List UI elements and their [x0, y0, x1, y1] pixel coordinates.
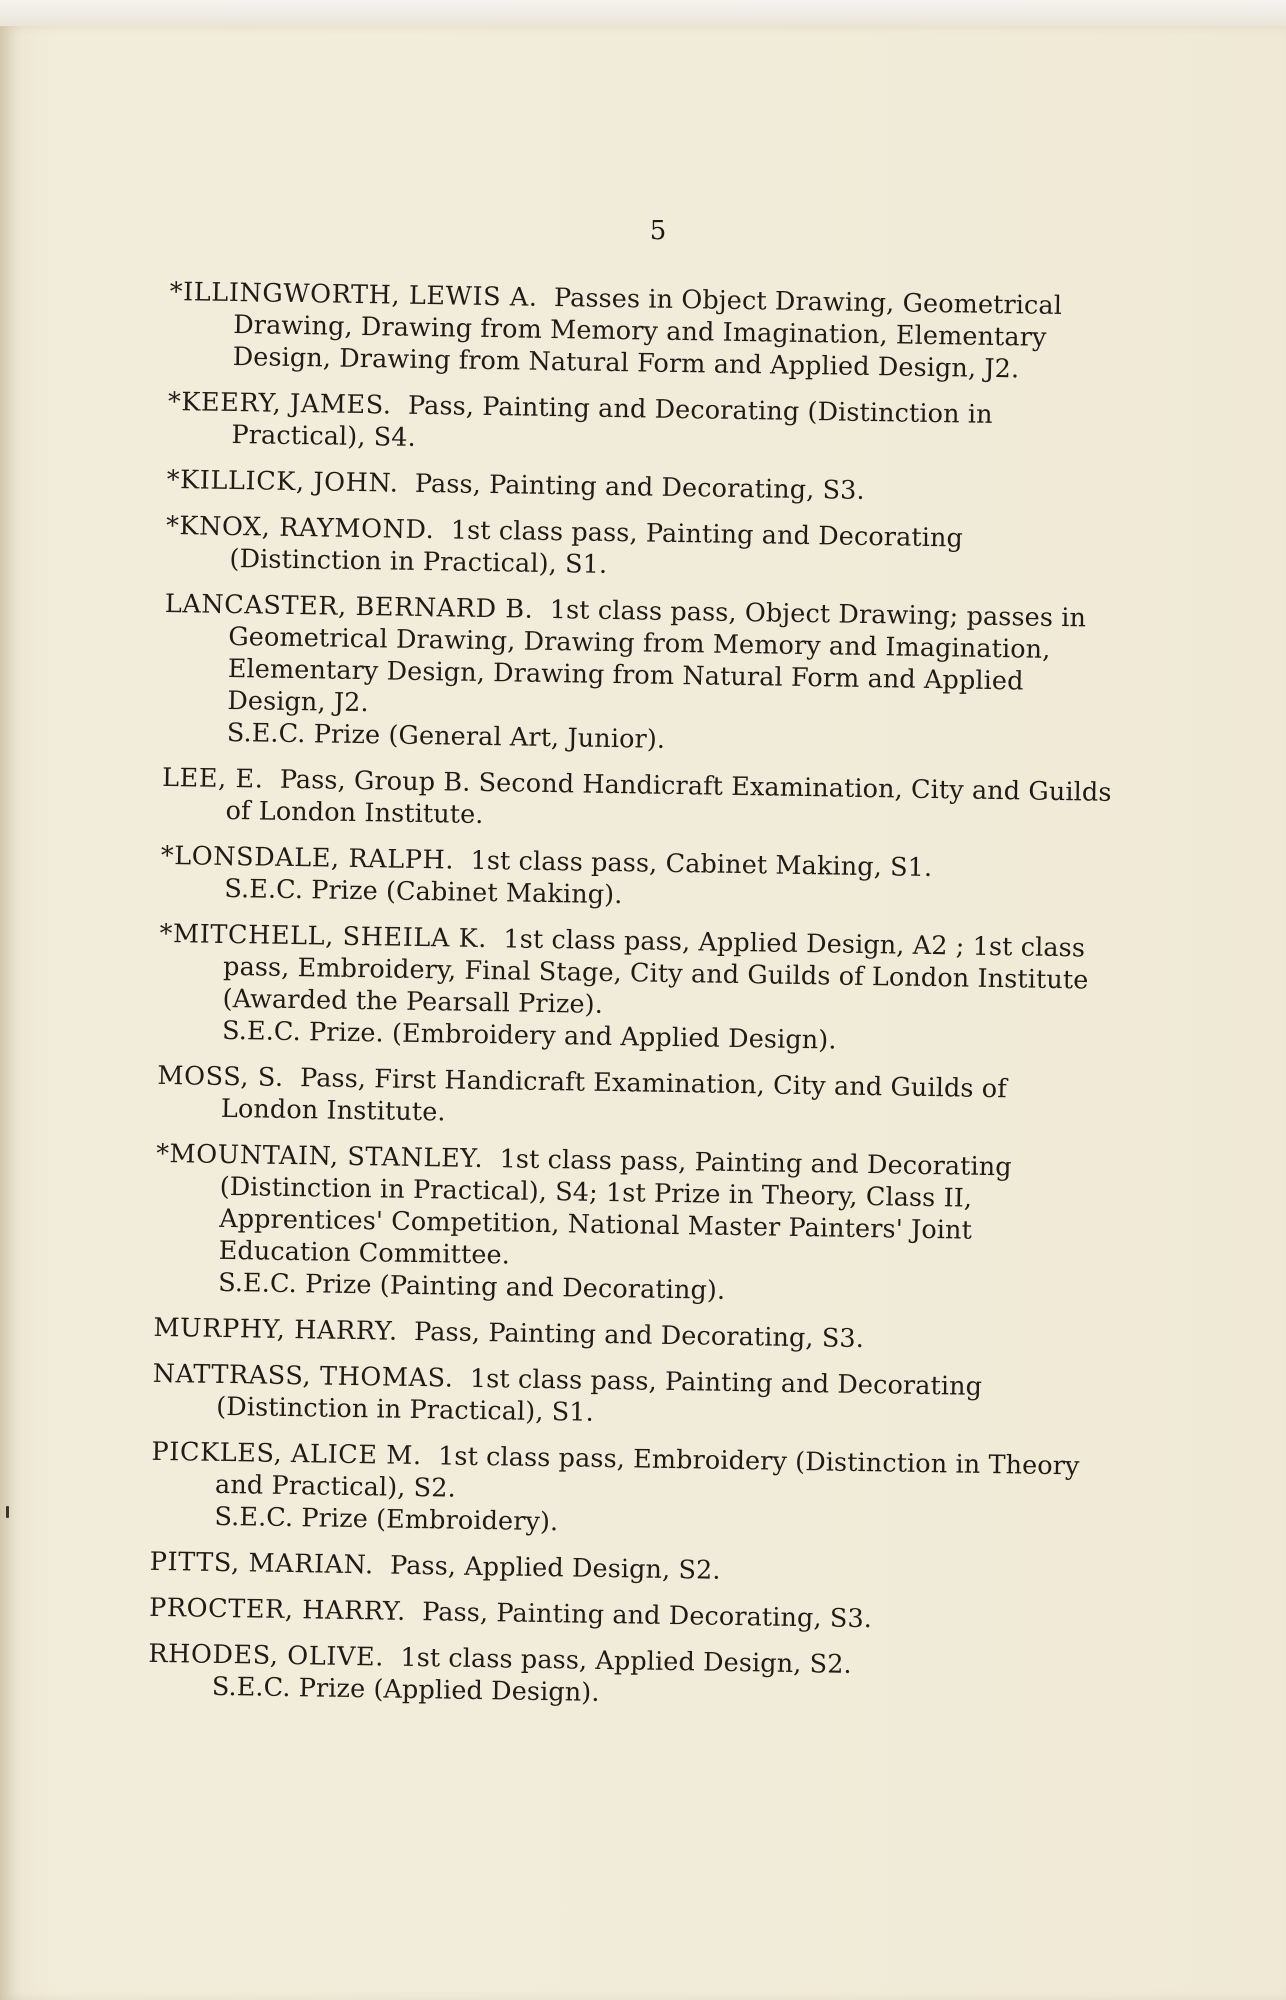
binding-mark: [6, 1506, 9, 1518]
student-name: NATTRASS, THOMAS.: [152, 1358, 454, 1394]
student-name: MURPHY, HARRY.: [153, 1312, 398, 1347]
result-text: 1st class pass, Painting and Decorating (Distinction in Practical), S1.: [216, 1363, 983, 1428]
list-item: [153, 1312, 1103, 1359]
prize-text: S.E.C. Prize (Embroidery).: [214, 1501, 559, 1538]
student-name: *MITCHELL, SHEILA K.: [159, 918, 488, 955]
student-name: *KEERY, JAMES.: [167, 386, 392, 421]
result-text: Pass, Painting and Decorating, S3.: [414, 468, 865, 506]
list-item: [148, 1638, 1099, 1717]
list-item: [158, 918, 1110, 1061]
list-item: [160, 840, 1111, 919]
student-name: PROCTER, HARRY.: [148, 1592, 407, 1627]
list-item: [150, 1436, 1101, 1547]
list-item: [163, 588, 1115, 763]
list-item: [165, 510, 1116, 589]
student-name: *MOUNTAIN, STANLEY.: [155, 1138, 484, 1175]
list-item: [161, 762, 1112, 841]
student-name: RHODES, OLIVE.: [148, 1638, 385, 1673]
result-text: 1st class pass, Object Drawing; passes in Geometrical Drawing, Drawing from Memory and Imagination, Elementary Design, Drawing from Natural Form and Applied Design, J2.: [227, 595, 1087, 719]
prize-text: S.E.C. Prize. (Embroidery and Applied Design).: [221, 1015, 837, 1056]
list-item: [152, 1358, 1103, 1437]
result-text: 1st class pass, Applied Design, S2.: [400, 1642, 852, 1680]
result-text: 1st class pass, Applied Design, A2 ; 1st class pass, Embroidery, Final Stage, City and Guilds of London Institute (Awarded the Pearsall Prize).: [222, 924, 1089, 1020]
result-text: 1st class pass, Painting and Decorating (Distinction in Practical), S4; 1st Prize in Theory, Class II, Apprentices' Competition, National Master Painters' Joint Education Committee.: [218, 1144, 1012, 1271]
student-name: LANCASTER, BERNARD B.: [164, 588, 534, 625]
student-name: MOSS, S.: [157, 1060, 284, 1093]
prize-text: S.E.C. Prize (General Art, Junior).: [226, 717, 666, 755]
prize-text: S.E.C. Prize (Applied Design).: [211, 1671, 600, 1708]
student-name: *KNOX, RAYMOND.: [165, 510, 435, 546]
result-text: Pass, Painting and Decorating, S3.: [413, 1316, 865, 1355]
result-text: 1st class pass, Embroidery (Distinction in Theory and Practical), S2.: [214, 1441, 1080, 1504]
result-text: Pass, First Handicraft Examination, City and Guilds of London Institute.: [220, 1063, 1008, 1128]
prize-text: S.E.C. Prize (Painting and Decorating).: [217, 1267, 726, 1306]
student-name: PICKLES, ALICE M.: [151, 1436, 422, 1472]
list-item: [167, 386, 1118, 465]
prize-text: S.E.C. Prize (Cabinet Making).: [224, 873, 623, 911]
result-text: 1st class pass, Cabinet Making, S1.: [470, 845, 933, 884]
page-number: 5: [649, 216, 667, 246]
result-text: Passes in Object Drawing, Geometrical Drawing, Drawing from Memory and Imagination, Elementary Design, Drawing from Natural Form and Applied Design, J2.: [232, 283, 1063, 385]
student-name: PITTS, MARIAN.: [149, 1546, 374, 1581]
list-item: [168, 276, 1119, 387]
list-item: [149, 1592, 1099, 1639]
result-text: Pass, Painting and Decorating (Distinction in Practical), S4.: [231, 390, 993, 453]
list-item: [157, 1060, 1108, 1139]
student-name: LEE, E.: [161, 762, 264, 795]
result-text: Pass, Group B. Second Handicraft Examination, City and Guilds of London Institute.: [225, 764, 1112, 830]
scan-top-edge: [0, 0, 1286, 28]
list-item: [154, 1138, 1106, 1313]
result-text: Pass, Applied Design, S2.: [389, 1550, 721, 1586]
result-text: 1st class pass, Painting and Decorating (Distinction in Practical), S1.: [229, 515, 964, 580]
student-name: *ILLINGWORTH, LEWIS A.: [169, 276, 538, 313]
list-item: [167, 464, 1117, 511]
results-list: [147, 276, 1120, 1731]
student-name: *KILLICK, JOHN.: [166, 464, 399, 499]
student-name: *LONSDALE, RALPH.: [160, 840, 455, 876]
result-text: Pass, Painting and Decorating, S3.: [421, 1597, 873, 1635]
list-item: [150, 1546, 1100, 1593]
